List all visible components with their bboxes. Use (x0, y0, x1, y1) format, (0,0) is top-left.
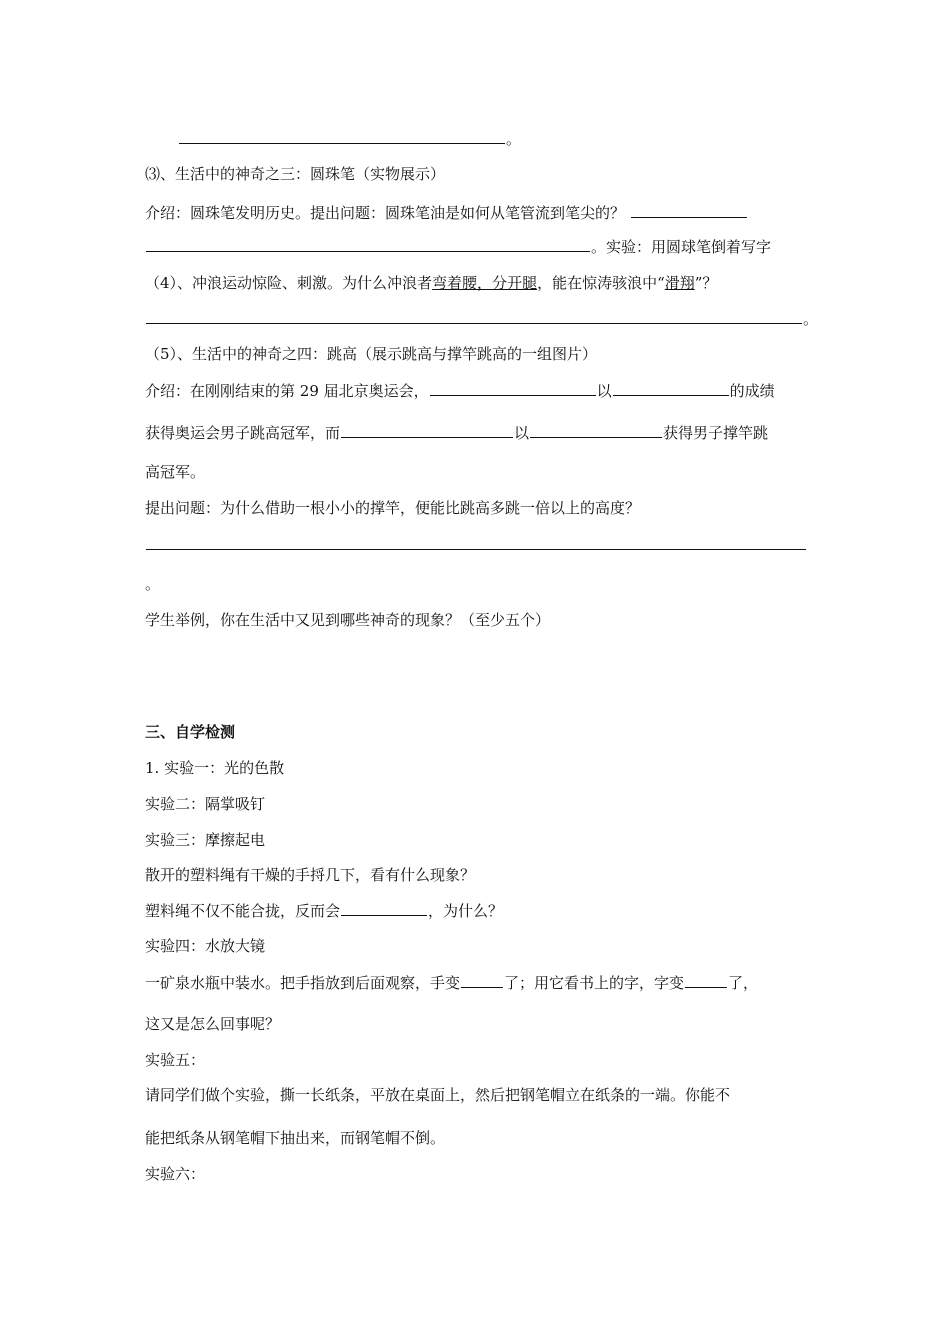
experiment-5-text-2: 能把纸条从钢笔帽下抽出来，而钢笔帽不倒。 (145, 1129, 446, 1147)
heading-self-test: 三、自学检测 (145, 723, 236, 741)
blank-field[interactable] (341, 422, 513, 438)
blank-field[interactable] (341, 900, 427, 916)
experiment-4: 实验四：水放大镜 (145, 937, 266, 955)
experiment-3: 实验三：摩擦起电 (145, 831, 266, 849)
section-4-question: （4）、冲浪运动惊险、刺激。为什么冲浪者弯着腰，分开腿，能在惊涛骇浪中“滑翔”？ (145, 274, 718, 292)
experiment-3-question-1: 散开的塑料绳有干燥的手捋几下，看有什么现象？ (145, 866, 476, 884)
section-3-intro: 介绍：圆珠笔发明历史。提出问题：圆珠笔油是如何从笔管流到笔尖的？ (145, 202, 748, 222)
section-5-intro: 介绍：在刚刚结束的第 29 届北京奥运会， 以 的成绩 (145, 382, 775, 400)
section-5-answer (145, 534, 807, 554)
blank-field[interactable] (461, 972, 503, 988)
answer-line-s3-prev: 。 (178, 128, 521, 148)
blank-field[interactable] (685, 972, 727, 988)
experiment-2: 实验二：隔掌吸钉 (145, 795, 266, 813)
blank-field[interactable] (530, 422, 662, 438)
section-3-title: ⑶、生活中的神奇之三：圆珠笔（实物展示） (145, 165, 446, 183)
blank-field[interactable] (146, 308, 802, 324)
experiment-4-text: 一矿泉水瓶中装水。把手指放到后面观察，手变 了；用它看书上的字，字变 了， (145, 974, 759, 992)
blank-field[interactable] (631, 202, 747, 218)
students-prompt: 学生举例，你在生活中又见到哪些神奇的现象？（至少五个） (145, 611, 551, 629)
section-3-experiment: 。实验：用圆球笔倒着写字 (145, 236, 771, 256)
section-4-answer: 。 (145, 308, 818, 328)
blank-field[interactable] (146, 534, 806, 550)
blank-field[interactable] (430, 380, 596, 396)
section-5-line2: 获得奥运会男子跳高冠军，而 以 获得男子撑竿跳 (145, 424, 769, 442)
section-5-end: 。 (145, 575, 161, 593)
blank-field[interactable] (146, 236, 590, 252)
experiment-5-text-1: 请同学们做个实验，撕一长纸条，平放在桌面上，然后把钢笔帽立在纸条的一端。你能不 (145, 1086, 731, 1104)
section-5-question: 提出问题：为什么借助一根小小的撑竿，便能比跳高多跳一倍以上的高度？ (145, 499, 641, 517)
section-5-title: （5）、生活中的神奇之四：跳高（展示跳高与撑竿跳高的一组图片） (145, 345, 598, 363)
experiment-6: 实验六： (145, 1165, 206, 1183)
experiment-3-question-2: 塑料绳不仅不能合拢，反而会 ，为什么？ (145, 902, 504, 920)
blank-field[interactable] (179, 128, 505, 144)
section-5-line3: 高冠军。 (145, 463, 206, 481)
experiment-1: 1. 实验一：光的色散 (145, 759, 285, 777)
blank-field[interactable] (613, 380, 729, 396)
experiment-4-text-2: 这又是怎么回事呢？ (145, 1015, 281, 1033)
experiment-5: 实验五： (145, 1051, 206, 1069)
